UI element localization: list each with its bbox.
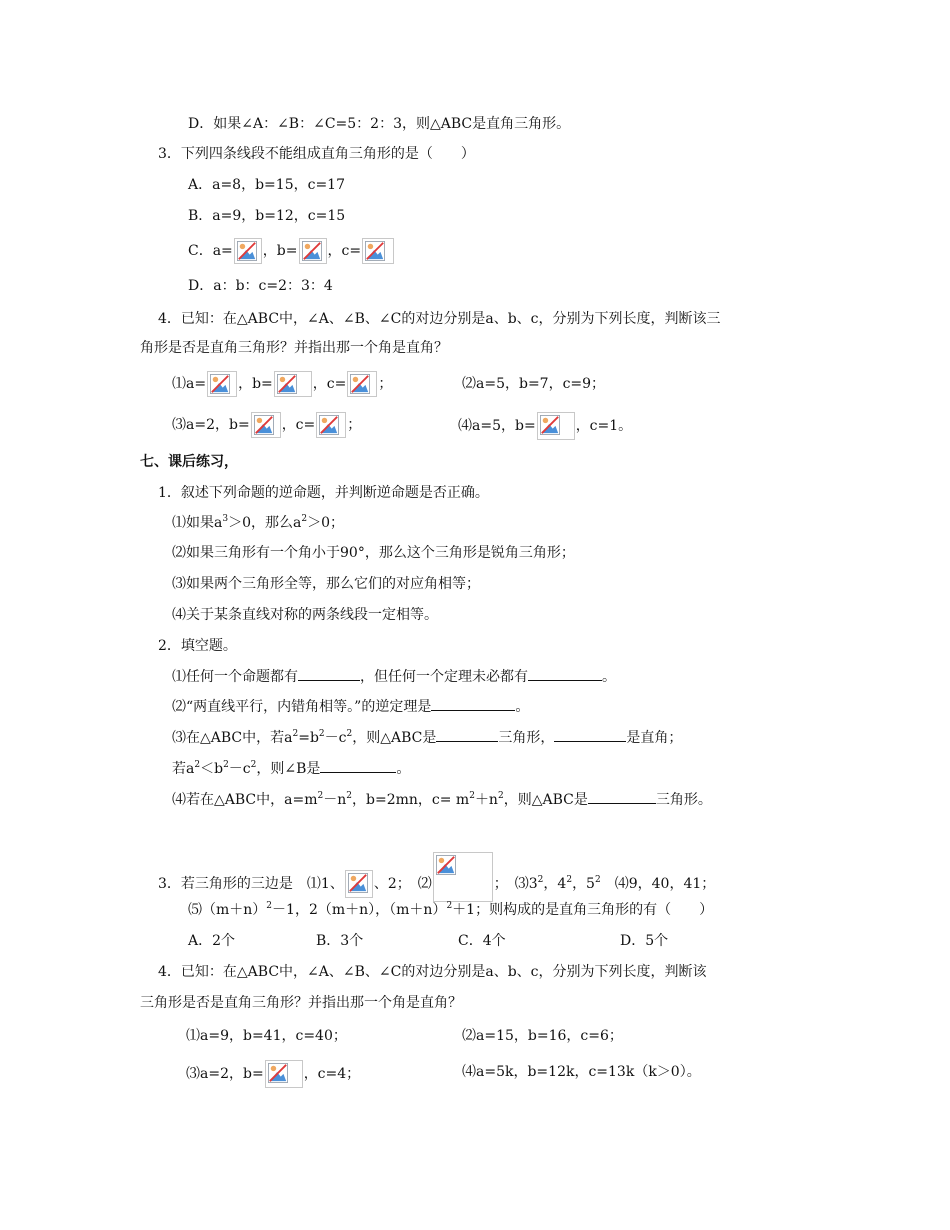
e2-stem: 2．填空题。 xyxy=(158,638,237,654)
q4-p4-end: ，c=1。 xyxy=(575,418,633,434)
image-placeholder-icon xyxy=(345,870,373,898)
superscript-2: 2 xyxy=(194,760,201,770)
section7-heading: 七、课后练习， xyxy=(140,454,238,470)
e3-d: ，4 xyxy=(543,876,567,892)
e4-p3-a: ⑶a=2，b= xyxy=(186,1066,264,1082)
e3-c: ； ⑶3 xyxy=(493,876,538,892)
e2-i4-c: ，b=2mn，c= m xyxy=(352,792,470,808)
e2-item1 xyxy=(172,666,616,687)
superscript-2: 2 xyxy=(223,760,229,770)
e3-option-c: C．4个 xyxy=(458,933,506,949)
image-placeholder-icon xyxy=(316,412,346,438)
superscript-2: 2 xyxy=(346,791,352,801)
e2-item4 xyxy=(172,789,712,810)
q4-p1-c: ，c= xyxy=(312,376,347,392)
e2-i4-e: ，则△ABC是 xyxy=(503,792,588,808)
q4-p1-a: ⑴a= xyxy=(172,376,207,392)
q4-p3-a: ⑶a=2，b= xyxy=(172,417,250,433)
e2-i1-c: 。 xyxy=(602,669,616,685)
e4-stem-line2: 三角形是否是直角三角形？并指出那一个角是直角？ xyxy=(140,995,462,1011)
image-placeholder-icon xyxy=(299,238,327,264)
q3-stem: 3．下列四条线段不能组成直角三角形的是（ ） xyxy=(158,146,475,162)
fill-blank[interactable] xyxy=(554,727,626,742)
q4-stem-line2: 角形是否是直角三角形？并指出那一个角是直角？ xyxy=(140,340,448,356)
e4-part2: ⑵a=15，b=16，c=6； xyxy=(462,1028,623,1044)
superscript-2: 2 xyxy=(446,901,453,911)
e2-i3b-e: 。 xyxy=(396,761,411,777)
e2-i4-d: ＋n xyxy=(474,792,498,808)
e2-i2-a: ⑵“两直线平行，内错角相等。”的逆定理是 xyxy=(172,699,432,715)
q3-c-label: C．a= xyxy=(188,243,233,259)
e3-b: 、2； ⑵ xyxy=(373,876,432,892)
image-placeholder-icon xyxy=(265,1060,303,1088)
fill-blank[interactable] xyxy=(528,666,602,681)
e1-i1-sup2: 2 xyxy=(301,514,308,524)
e1-item3: ⑶如果两个三角形全等，那么它们的对应角相等； xyxy=(172,576,480,592)
image-placeholder-icon xyxy=(251,412,281,438)
e3-option-a: A．2个 xyxy=(188,933,236,949)
e2-i3b-c: －c xyxy=(228,761,251,777)
e2-i3-d: ，则△ABC是 xyxy=(352,730,437,746)
e2-i3b-b: ＜b xyxy=(200,761,224,777)
image-placeholder-icon xyxy=(234,238,262,264)
e3-line2-a: ⑸（m＋n） xyxy=(188,902,267,918)
e3-option-b: B．3个 xyxy=(316,933,364,949)
q4-part3 xyxy=(172,412,361,438)
q4-p3-c: ，c= xyxy=(281,417,316,433)
fill-blank[interactable] xyxy=(436,727,498,742)
q3-option-c xyxy=(188,238,395,264)
q4-p4-a: ⑷a=5，b= xyxy=(458,418,536,434)
superscript-2: 2 xyxy=(537,875,544,885)
e1-i1-b: ＞0，那么a xyxy=(228,515,302,531)
e2-i3b-a: 若a xyxy=(172,761,195,777)
e1-item1 xyxy=(172,513,344,533)
superscript-2: 2 xyxy=(469,791,475,801)
e1-item4: ⑷关于某条直线对称的两条线段一定相等。 xyxy=(172,607,438,623)
q4-stem-line1: 4．已知：在△ABC中，∠A、∠B、∠C的对边分别是a、b、c，分别为下列长度，判断该三 xyxy=(158,311,721,327)
q4-p1-end: ； xyxy=(378,376,393,392)
image-placeholder-icon xyxy=(362,238,394,264)
e2-i3-b: =b xyxy=(298,730,319,746)
q4-part4 xyxy=(458,412,632,440)
e3-option-d: D．5个 xyxy=(620,933,669,949)
superscript-2: 2 xyxy=(250,760,257,770)
e2-i3-f: 是直角； xyxy=(626,730,683,746)
superscript-2: 2 xyxy=(292,729,299,739)
superscript-2: 2 xyxy=(318,729,325,739)
e2-i4-f: 三角形。 xyxy=(655,792,712,808)
fill-blank[interactable] xyxy=(588,789,656,804)
fill-blank[interactable] xyxy=(320,758,396,773)
superscript-2: 2 xyxy=(317,791,324,801)
e1-item2: ⑵如果三角形有一个角小于90°，那么这个三角形是锐角三角形； xyxy=(172,545,575,561)
fill-blank[interactable] xyxy=(431,696,515,711)
e2-item2 xyxy=(172,696,529,717)
fill-blank[interactable] xyxy=(298,666,360,681)
e2-i3-e: 三角形， xyxy=(498,730,555,746)
e1-stem: 1．叙述下列命题的逆命题，并判断逆命题是否正确。 xyxy=(158,485,489,501)
e3-line1 xyxy=(158,852,715,902)
q3-c-sep1: ，b= xyxy=(262,243,298,259)
e4-part3 xyxy=(186,1060,360,1088)
q4-p3-end: ； xyxy=(347,417,362,433)
superscript-2: 2 xyxy=(266,901,273,911)
e4-p3-b: ，c=4； xyxy=(303,1066,361,1082)
q4-p1-b: ，b= xyxy=(238,376,273,392)
image-placeholder-icon xyxy=(274,371,312,397)
e2-i1-b: ，但任何一个定理未必都有 xyxy=(360,669,528,685)
e4-stem-line1: 4．已知：在△ABC中，∠A、∠B、∠C的对边分别是a、b、c，分别为下列长度，判断该 xyxy=(158,964,707,980)
q3-option-d: D．a：b：c=2：3：4 xyxy=(188,278,333,294)
image-placeholder-icon xyxy=(537,412,575,440)
q4-part1 xyxy=(172,371,392,397)
e2-i1-a: ⑴任何一个命题都有 xyxy=(172,669,298,685)
e2-item3 xyxy=(172,727,682,748)
e3-line2-b: －1，2（m＋n），（m＋n） xyxy=(272,902,447,918)
e2-i2-b: 。 xyxy=(515,699,530,715)
superscript-2: 2 xyxy=(594,875,601,885)
e3-line2-c: ＋1；则构成的是直角三角形的有（ ） xyxy=(452,902,714,918)
q3-c-sep2: ，c= xyxy=(327,243,362,259)
q4-part2: ⑵a=5，b=7，c=9； xyxy=(462,376,606,392)
superscript-2: 2 xyxy=(566,875,573,885)
e2-i3b-d: ，则∠B是 xyxy=(256,761,321,777)
image-placeholder-icon xyxy=(207,371,237,397)
e3-a: 3．若三角形的三边是 ⑴1、 xyxy=(158,876,344,892)
q3-option-b: B．a=9，b=12，c=15 xyxy=(188,208,346,224)
q2-option-d: D．如果∠A：∠B：∠C=5：2：3，则△ABC是直角三角形。 xyxy=(188,116,571,132)
e2-i3-c: －c xyxy=(324,730,347,746)
image-placeholder-icon xyxy=(433,852,493,902)
q3-option-a: A．a=8，b=15，c=17 xyxy=(188,177,345,193)
e3-line2 xyxy=(188,900,713,920)
superscript-2: 2 xyxy=(346,729,353,739)
e4-part1: ⑴a=9，b=41，c=40； xyxy=(186,1028,347,1044)
e2-item3b xyxy=(172,758,410,779)
e2-i3-a: ⑶在△ABC中，若a xyxy=(172,730,293,746)
image-placeholder-icon xyxy=(347,371,377,397)
e1-i1-sup1: 3 xyxy=(222,514,229,524)
superscript-2: 2 xyxy=(497,791,504,801)
e4-part4: ⑷a=5k，b=12k，c=13k（k＞0）。 xyxy=(462,1064,701,1080)
e3-e: ，5 xyxy=(572,876,595,892)
e1-i1-a: ⑴如果a xyxy=(172,515,223,531)
e3-f: ⑷9，40，41； xyxy=(600,876,716,892)
e2-i4-b: －n xyxy=(323,792,347,808)
e1-i1-c: ＞0； xyxy=(307,515,345,531)
e2-i4-a: ⑷若在△ABC中，a=m xyxy=(172,792,318,808)
